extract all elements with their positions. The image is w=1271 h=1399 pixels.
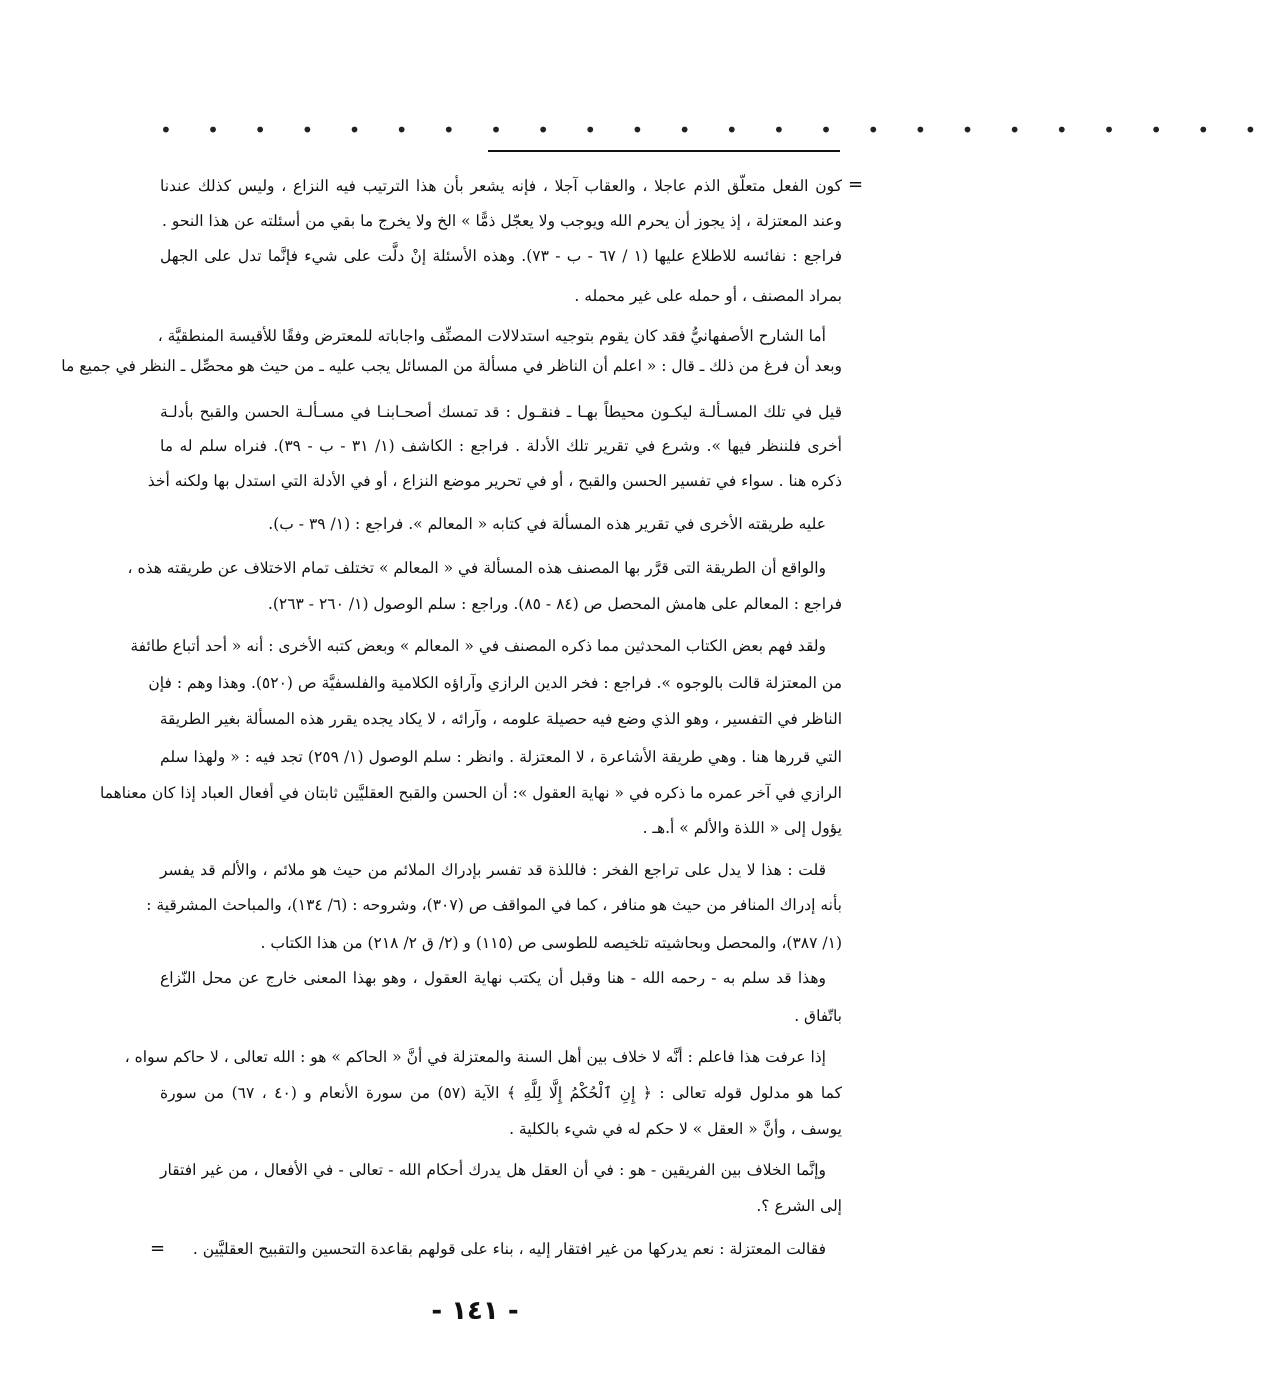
text-line-6: وبعد أن فرغ من ذلك ـ قال : « اعلم أن الناظر في مسألة من المسائل يجب عليه ـ من حيث هو محصِّل ـ النظر في جميع ما [61,357,842,375]
text-line-29: فقالت المعتزلة : نعم يدركها من غير افتقار إليه ، بناء على قولهم بقاعدة التحسين والتقبيح العقليَّين . [192,1240,826,1258]
text-line-8: أخرى فلننظر فيها ». وشرع في تقرير تلك الأدلة . فراجع : الكاشف (١/ ٣١ - ب - ٣٩). فنراه سلم له ما [160,437,842,455]
text-line-25: كما هو مدلول قوله تعالى : ﴿ إِنِ ٱلْحُكْمُ إِلَّا لِلَّهِ ﴾ الآية (٥٧) من سورة الأنعام و (٤٠ ، ٦٧) من سورة [160,1084,842,1102]
continuation-mark-bottom: = [150,1238,166,1259]
continuation-mark-top: = [848,174,864,195]
text-line-14: من المعتزلة قالت بالوجوه ». فراجع : فخر الدين الرازي وآراؤه الكلامية والفلسفيَّة ص (٥٢٠). وهذا وهم : فإن [148,674,842,692]
page-number: - ١٤١ - [431,1296,519,1326]
text-line-17: الرازي في آخر عمره ما ذكره في « نهاية العقول »: أن الحسن والقبح العقليَّين ثابتان في أفعال العباد إذا كان معناهما [99,784,842,802]
text-line-28: إلى الشرع ؟. [756,1197,842,1215]
text-line-3: فراجع : نفائسه للاطلاع عليها (١ / ٦٧ - ب - ٧٣). وهذه الأسئلة إنْ دلَّت على شيء فإنَّما تدل على الجهل [160,247,843,265]
text-line-1: كون الفعل متعلّق الذم عاجلا ، والعقاب آجلا ، فإنه يشعر بأن هذا الترتيب فيه النزاع ، وليس كذلك عندنا [160,177,842,195]
text-line-21: (١/ ٣٨٧)، والمحصل وبحاشيته تلخيصه للطوسى ص (١١٥) و (٢/ ق ٢/ ٢١٨) من هذا الكتاب . [260,934,842,952]
text-line-10: عليه طريقته الأخرى في تقرير هذه المسألة في كتابه « المعالم ». فراجع : (١/ ٣٩ - ب). [268,515,826,533]
text-line-2: وعند المعتزلة ، إذ يجوز أن يحرم الله ويوجب ولا يعجّل ذمًّا » الخ ولا يخرج ما بقي من أسئلته عن هذا النحو . [162,212,842,230]
text-line-7: قيل في تلك المسـألـة ليكـون محيطاً بهـا ـ فنقـول : قد تمسك أصحـابنـا في مسـألـة الحسن والقبح بأدلـة [160,403,842,421]
text-line-23: باتّفاق . [794,1007,842,1025]
text-line-18: يؤول إلى « اللذة والألم » أ.هـ . [642,819,842,837]
footnote-separator [488,150,840,152]
text-line-11: والواقع أن الطريقة التى قرَّر بها المصنف هذه المسألة في « المعالم » تختلف تمام الاختلاف عن طريقته هذه ، [127,559,826,577]
text-line-15: الناظر في التفسير ، وهو الذي وضع فيه حصيلة علومه ، وآرائه ، لا يكاد يجده يقرر هذه المسألة بغير الطريقة [159,710,842,728]
text-line-26: يوسف ، وأنَّ « العقل » لا حكم له في شيء بالكلية . [509,1120,842,1138]
text-line-20: بأنه إدراك المنافر من حيث هو منافر ، كما في المواقف ص (٣٠٧)، وشروحه : (٦/ ١٣٤)، والمباحث المشرقية : [146,896,842,914]
text-line-24: إذا عرفت هذا فاعلم : أنَّه لا خلاف بين أهل السنة والمعتزلة في أنَّ « الحاكم » هو : الله تعالى ، لا حاكم سواه ، [124,1048,826,1066]
text-line-9: ذكره هنا . سواء في تفسير الحسن والقبح ، أو في تحرير موضع النزاع ، أو في الأدلة التي استدل بها ولكنه أخذ [147,472,842,490]
text-line-12: فراجع : المعالم على هامش المحصل ص (٨٤ - ٨٥). وراجع : سلم الوصول (١/ ٢٦٠ - ٢٦٣). [267,595,842,613]
text-line-16: التي قررها هنا . وهي طريقة الأشاعرة ، لا المعتزلة . وانظر : سلم الوصول (١/ ٢٥٩) تجد فيه : « ولهذا سلم [160,748,842,766]
text-line-19: قلت : هذا لا يدل على تراجع الفخر : فاللذة قد تفسر بإدراك الملائم من حيث هو ملائم ، والألم قد يفسر [160,861,826,879]
text-line-22: وهذا قد سلم به - رحمه الله - هنا وقبل أن يكتب نهاية العقول ، وهو بهذا المعنى خارج عن محل النّزاع [160,969,826,987]
text-line-13: ولقد فهم بعض الكتاب المحدثين مما ذكره المصنف في « المعالم » وبعض كتبه الأخرى : أنه « أحد أتباع طائفة [130,637,826,655]
text-line-4: بمراد المصنف ، أو حمله على غير محمله . [574,287,842,305]
text-line-5: أما الشارح الأصفهانيُّ فقد كان يقوم بتوجيه استدلالات المصنِّف واجاباته للمعترض وفقًا للأقيسة المنطقيَّة ، [157,327,826,345]
text-line-27: وإنَّما الخلاف بين الفريقين - هو : في أن العقل هل يدرك أحكام الله - تعالى - في الأفعال ، من غير افتقار [160,1161,826,1179]
header-dot-rule: • • • • • • • • • • • • • • • • • • • • • • • • [160,118,1271,142]
